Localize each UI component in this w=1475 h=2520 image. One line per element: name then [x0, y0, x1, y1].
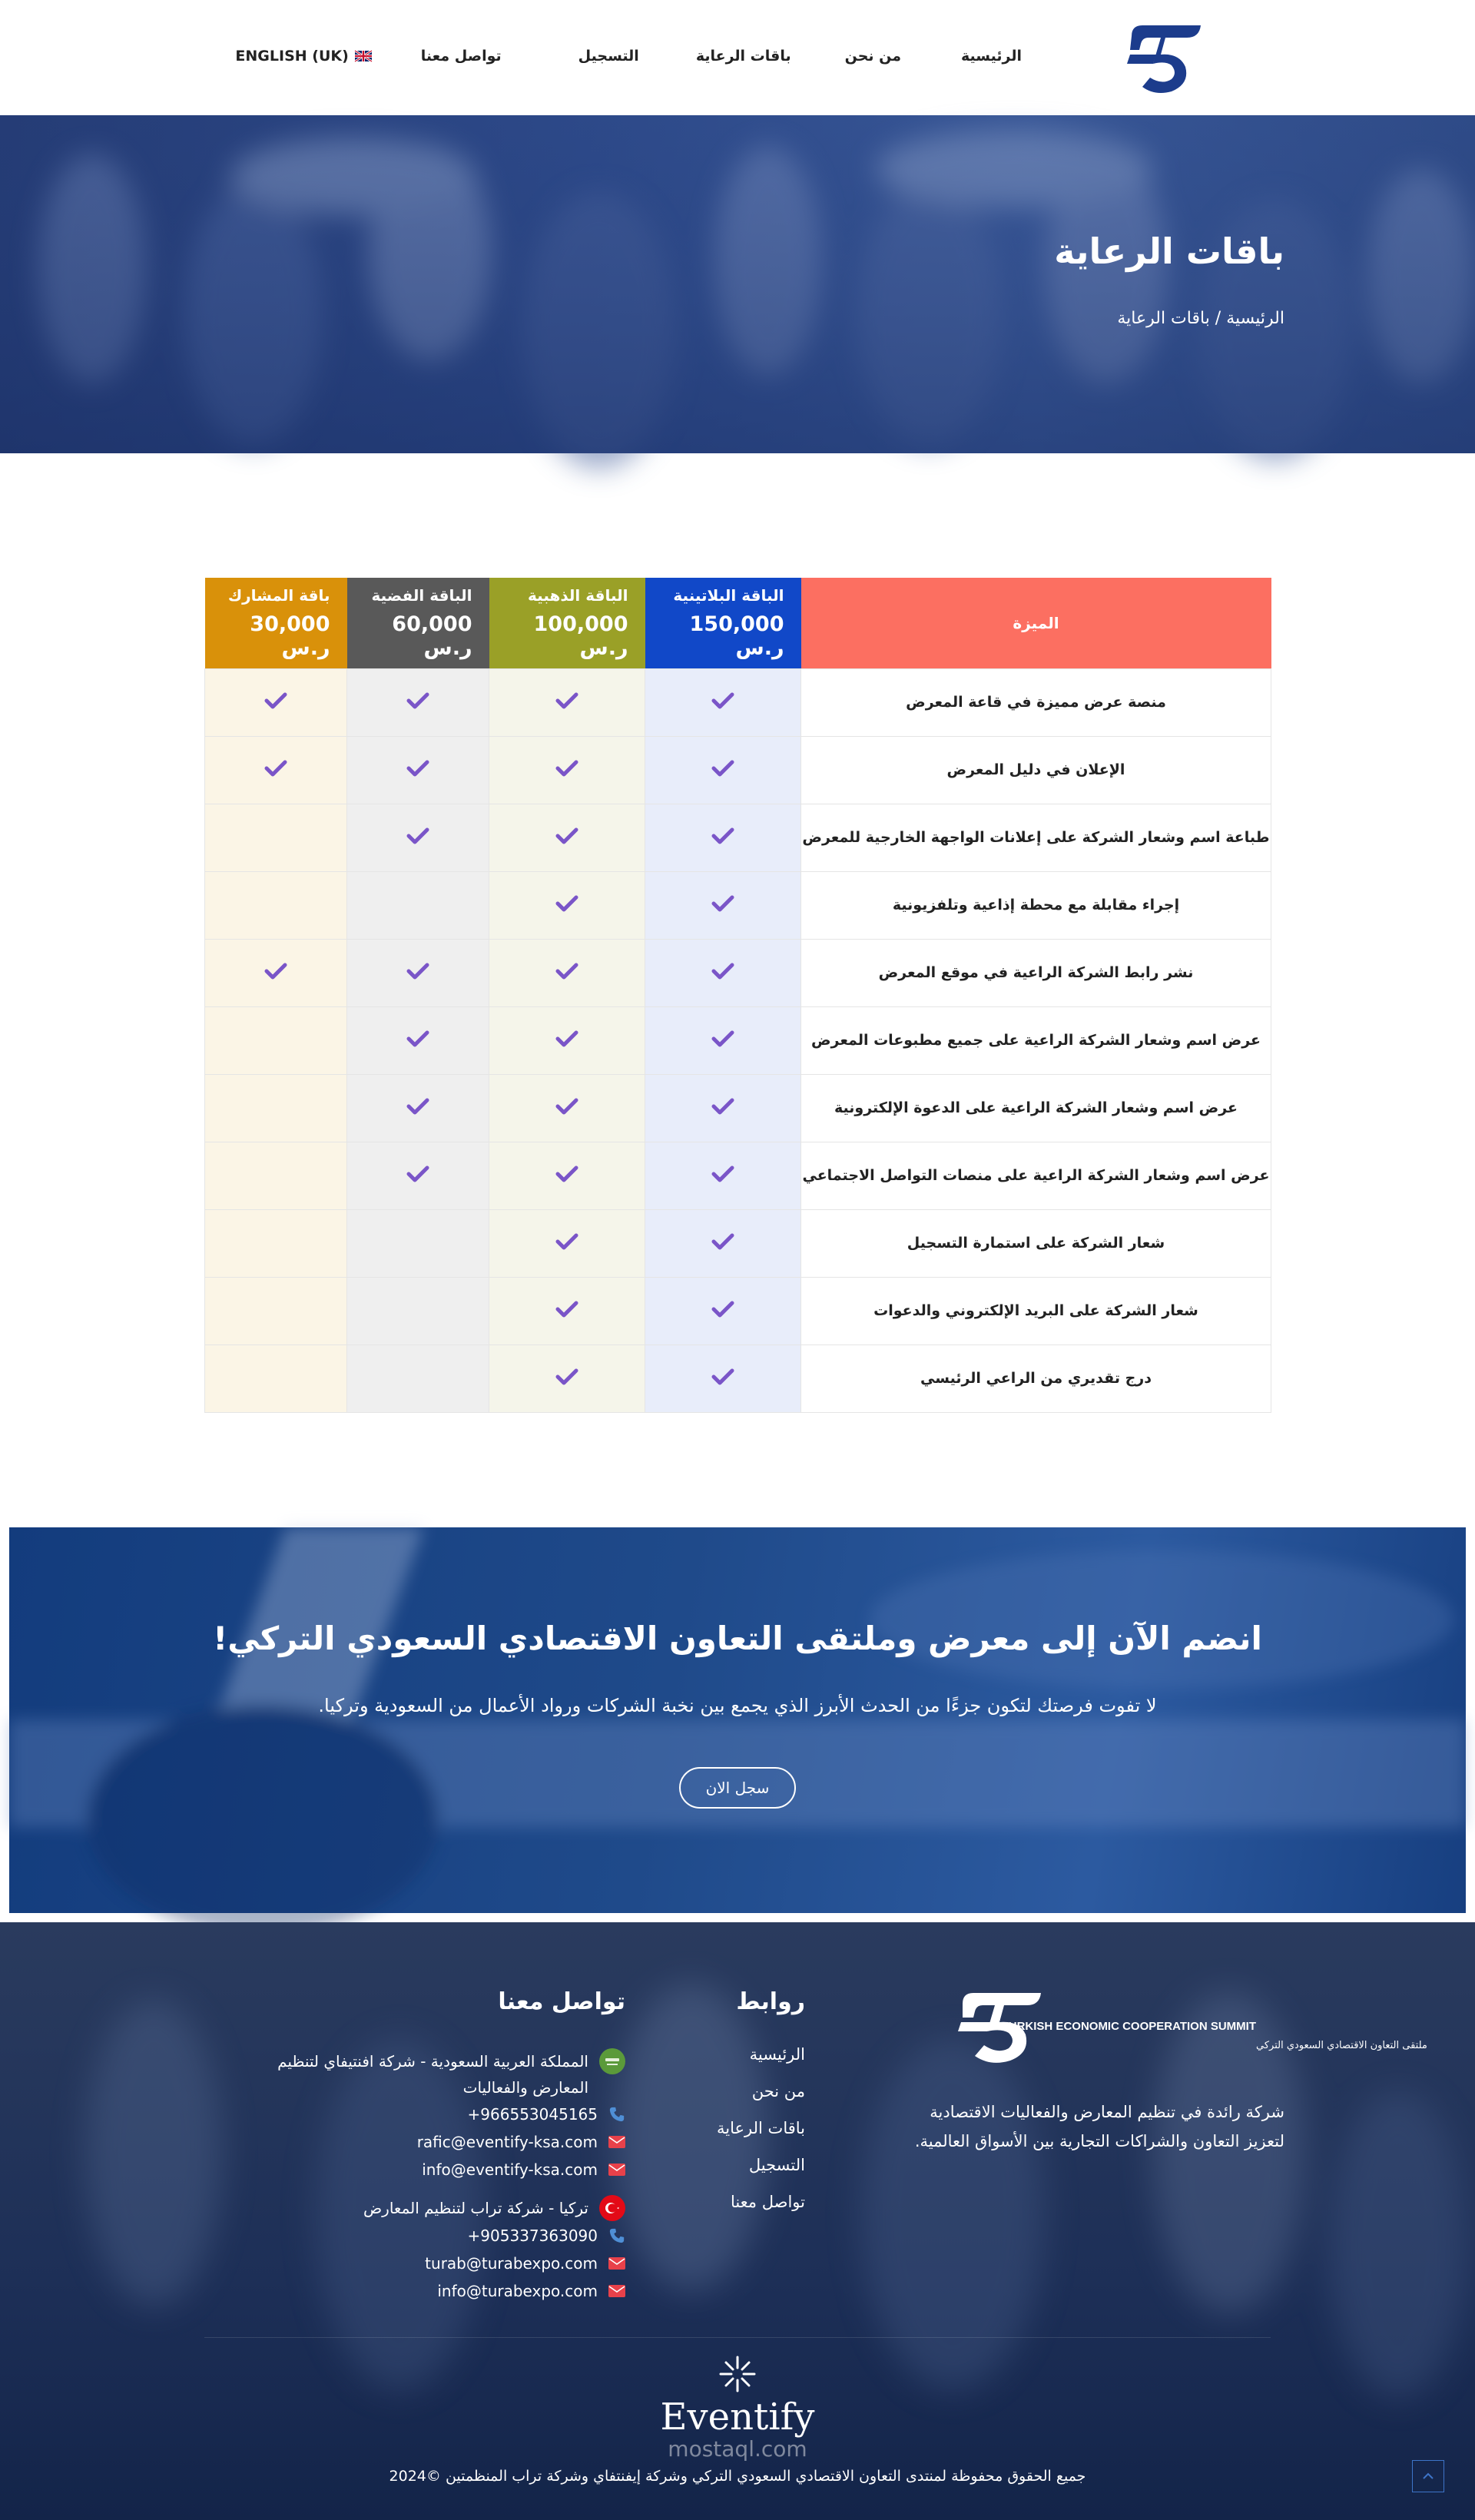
package-cell — [489, 1209, 645, 1277]
package-cell — [489, 939, 645, 1006]
check-icon — [406, 691, 429, 710]
nav-register[interactable]: التسجيل — [578, 48, 639, 65]
package-price: 100,000 ر.س — [533, 612, 628, 660]
register-cta-banner — [9, 1527, 1466, 1913]
check-icon — [711, 759, 734, 778]
package-cell — [489, 871, 645, 939]
check-icon — [555, 894, 578, 913]
package-cell — [347, 804, 489, 871]
saudi-company-text: المملكة العربية السعودية - شركة افنتيفاي لتنظيم المعارض والفعاليات — [277, 2052, 588, 2097]
turkey-email-2-text: info@turabexpo.com — [437, 2282, 598, 2300]
check-icon — [555, 962, 578, 980]
eventify-brand-logo[interactable] — [641, 2353, 834, 2468]
cta-title: انضم الآن إلى معرض وملتقى التعاون الاقتصادي السعودي التركي! — [213, 1620, 1262, 1657]
package-cell — [645, 1074, 801, 1142]
nav-home[interactable]: الرئيسية — [961, 48, 1022, 65]
feature-cell: عرض اسم وشعار الشركة الراعية على الدعوة الإلكترونية — [801, 1074, 1271, 1142]
package-cell — [205, 1209, 347, 1277]
package-cell — [645, 1345, 801, 1412]
package-cell — [347, 1277, 489, 1345]
check-icon — [555, 1232, 578, 1251]
check-icon — [555, 1165, 578, 1183]
phone-icon — [608, 2106, 625, 2123]
check-icon — [406, 962, 429, 980]
table-row — [205, 1074, 1271, 1142]
package-cell — [205, 1074, 347, 1142]
check-icon — [555, 1368, 578, 1386]
footer-link-register[interactable]: التسجيل — [748, 2156, 805, 2174]
contact-turkey-company — [226, 2194, 625, 2222]
site-header — [0, 0, 1475, 115]
footer-contact-list — [226, 2045, 625, 2305]
cta-subtitle: لا تفوت فرصتك لتكون جزءًا من الحدث الأبرز الذي يجمع بين نخبة الشركات ورواد الأعمال من السعودية وتركيا. — [318, 1695, 1157, 1716]
package-price: 150,000 ر.س — [689, 612, 784, 660]
saudi-email-2-text: info@eventify-ksa.com — [422, 2160, 598, 2179]
saudi-flag-icon — [599, 2048, 625, 2074]
contact-turkey-email-1[interactable] — [226, 2250, 625, 2277]
package-header-platinum — [645, 578, 801, 668]
check-icon — [555, 759, 578, 778]
package-cell — [489, 1345, 645, 1412]
nav-sponsorship[interactable]: باقات الرعاية — [695, 48, 791, 65]
turkey-email-1-text: turab@turabexpo.com — [425, 2254, 598, 2273]
brand-name: Eventify — [660, 2396, 815, 2439]
check-icon — [264, 759, 287, 778]
check-icon — [406, 1097, 429, 1116]
sponsorship-comparison-table — [204, 578, 1271, 1413]
check-icon — [711, 894, 734, 913]
package-cell — [347, 668, 489, 736]
phone-icon — [608, 2227, 625, 2244]
envelope-icon — [608, 2136, 625, 2148]
turkey-company-text: تركيا - شركة تراب لتنظيم المعارض — [363, 2199, 588, 2217]
check-icon — [711, 962, 734, 980]
contact-saudi-phone[interactable] — [226, 2101, 625, 2128]
check-icon — [711, 691, 734, 710]
scroll-to-top-button[interactable] — [1412, 2460, 1444, 2492]
feature-cell: طباعة اسم وشعار الشركة على إعلانات الواجهة الخارجية للمعرض — [801, 804, 1271, 871]
contact-turkey-email-2[interactable] — [226, 2277, 625, 2305]
package-cell — [489, 1277, 645, 1345]
table-row — [205, 1142, 1271, 1209]
main-nav — [235, 48, 1022, 65]
package-cell — [347, 1074, 489, 1142]
package-cell — [205, 1277, 347, 1345]
envelope-icon — [608, 2285, 625, 2297]
table-row — [205, 1277, 1271, 1345]
check-icon — [555, 691, 578, 710]
turkey-flag-icon — [599, 2195, 625, 2221]
package-name: الباقة البلاتينية — [673, 585, 784, 605]
package-cell — [489, 1006, 645, 1074]
feature-cell: عرض اسم وشعار الشركة الراعية على جميع مطبوعات المعرض — [801, 1006, 1271, 1074]
contact-turkey-phone[interactable] — [226, 2222, 625, 2250]
table-row — [205, 1345, 1271, 1412]
check-icon — [406, 827, 429, 845]
footer-link-sponsorship[interactable]: باقات الرعاية — [717, 2119, 805, 2137]
register-now-button[interactable]: سجل الان — [679, 1767, 796, 1809]
package-cell — [347, 1345, 489, 1412]
package-cell — [645, 1209, 801, 1277]
package-cell — [645, 1142, 801, 1209]
feature-cell: نشر رابط الشركة الراعية في موقع المعرض — [801, 939, 1271, 1006]
copyright-text: جميع الحقوق محفوظة لمنتدى التعاون الاقتصادي السعودي التركي وشركة إيفنتفاي وشركة تراب المنظمتين ©2024 — [389, 2468, 1086, 2485]
watermark-text: mostaql.com — [668, 2436, 807, 2462]
package-cell — [489, 804, 645, 871]
language-label: ENGLISH (UK) — [235, 48, 349, 65]
page-hero — [0, 115, 1475, 453]
hero-crowd-background — [0, 115, 1475, 453]
package-cell — [205, 804, 347, 871]
check-icon — [555, 1030, 578, 1048]
saudi-email-1-text: rafic@eventify-ksa.com — [416, 2133, 598, 2151]
package-cell — [205, 668, 347, 736]
footer-link-contact[interactable]: تواصل معنا — [730, 2193, 805, 2211]
feature-column-header: الميزة — [801, 578, 1271, 668]
envelope-icon — [608, 2164, 625, 2176]
feature-cell: إجراء مقابلة مع محطة إذاعية وتلفزيونية — [801, 871, 1271, 939]
footer-links-title: روابط — [736, 1988, 805, 2015]
package-name: الباقة الفضية — [371, 585, 472, 605]
check-icon — [711, 1030, 734, 1048]
site-footer — [0, 1922, 1475, 2520]
check-icon — [711, 1232, 734, 1251]
feature-cell: شعار الشركة على البريد الإلكتروني والدعوات — [801, 1277, 1271, 1345]
table-row — [205, 1006, 1271, 1074]
footer-link-about[interactable]: من نحن — [751, 2082, 805, 2101]
check-icon — [555, 827, 578, 845]
footer-link-home[interactable]: الرئيسية — [749, 2045, 805, 2064]
package-cell — [489, 1074, 645, 1142]
contact-saudi-company — [226, 2045, 625, 2101]
check-icon — [711, 1300, 734, 1318]
package-cell — [645, 871, 801, 939]
table-row — [205, 939, 1271, 1006]
table-row — [205, 736, 1271, 804]
table-header-row — [205, 578, 1271, 668]
package-cell — [489, 668, 645, 736]
check-icon — [264, 691, 287, 710]
package-price: 30,000 ر.س — [250, 612, 330, 660]
language-switcher[interactable] — [235, 48, 371, 65]
page-title: باقات الرعاية — [1054, 230, 1284, 272]
table-row — [205, 668, 1271, 736]
check-icon — [555, 1097, 578, 1116]
cta-background-photo — [9, 1527, 1466, 1913]
package-cell — [205, 1006, 347, 1074]
nav-contact[interactable]: تواصل معنا — [420, 48, 502, 65]
footer-about-text: شركة رائدة في تنظيم المعارض والفعاليات الاقتصادية لتعزيز التعاون والشراكات التجارية بين الأسواق العالمية. — [914, 2103, 1284, 2150]
footer-links-list — [717, 2045, 805, 2230]
package-cell — [645, 736, 801, 804]
turkey-phone-text: +905337363090 — [467, 2227, 598, 2245]
package-cell — [645, 804, 801, 871]
package-cell — [645, 939, 801, 1006]
feature-cell: منصة عرض مميزة في قاعة المعرض — [801, 668, 1271, 736]
package-cell — [205, 1142, 347, 1209]
table-row — [205, 871, 1271, 939]
package-cell — [205, 871, 347, 939]
check-icon — [406, 1165, 429, 1183]
package-cell — [347, 1006, 489, 1074]
check-icon — [711, 1165, 734, 1183]
nav-about[interactable]: من نحن — [844, 48, 902, 65]
package-cell — [205, 1345, 347, 1412]
package-price: 60,000 ر.س — [392, 612, 472, 660]
check-icon — [406, 759, 429, 778]
package-cell — [347, 871, 489, 939]
feature-cell: الإعلان في دليل المعرض — [801, 736, 1271, 804]
feature-cell: درج تقديري من الراعي الرئيسي — [801, 1345, 1271, 1412]
package-cell — [645, 1277, 801, 1345]
table-row — [205, 1209, 1271, 1277]
breadcrumb: الرئيسية / باقات الرعاية — [1117, 309, 1284, 328]
check-icon — [711, 1097, 734, 1116]
table-row — [205, 804, 1271, 871]
footer-logo[interactable] — [956, 1984, 1427, 2072]
contact-saudi-email-1[interactable] — [226, 2128, 625, 2156]
check-icon — [264, 962, 287, 980]
package-cell — [205, 939, 347, 1006]
package-cell — [205, 736, 347, 804]
saudi-phone-text: +966553045165 — [467, 2105, 598, 2124]
package-cell — [347, 1142, 489, 1209]
package-cell — [645, 1006, 801, 1074]
check-icon — [555, 1300, 578, 1318]
package-cell — [645, 668, 801, 736]
envelope-icon — [608, 2257, 625, 2270]
check-icon — [406, 1030, 429, 1048]
package-cell — [347, 1209, 489, 1277]
package-cell — [489, 1142, 645, 1209]
contact-saudi-email-2[interactable] — [226, 2156, 625, 2183]
site-logo[interactable] — [1125, 19, 1206, 96]
feature-cell: شعار الشركة على استمارة التسجيل — [801, 1209, 1271, 1277]
footer-logo-text-ar: ملتقى التعاون الاقتصادي السعودي التركي — [1256, 2040, 1427, 2051]
footer-contact-title: تواصل معنا — [498, 1988, 625, 2015]
check-icon — [711, 827, 734, 845]
chevron-up-icon — [1413, 2461, 1444, 2492]
package-header-participant — [205, 578, 347, 668]
package-cell — [347, 736, 489, 804]
check-icon — [711, 1368, 734, 1386]
footer-logo-text-en: SAUDI-TURKISH ECONOMIC COOPERATION SUMMIT — [961, 2020, 1256, 2033]
package-name: الباقة الذهبية — [528, 585, 628, 605]
package-header-silver — [347, 578, 489, 668]
feature-cell: عرض اسم وشعار الشركة الراعية على منصات التواصل الاجتماعي — [801, 1142, 1271, 1209]
package-cell — [489, 736, 645, 804]
package-name: باقة المشارك — [227, 585, 330, 605]
package-header-gold — [489, 578, 645, 668]
footer-divider — [204, 2337, 1271, 2338]
uk-flag-icon — [355, 51, 372, 61]
package-cell — [347, 939, 489, 1006]
table-body — [205, 668, 1271, 1412]
